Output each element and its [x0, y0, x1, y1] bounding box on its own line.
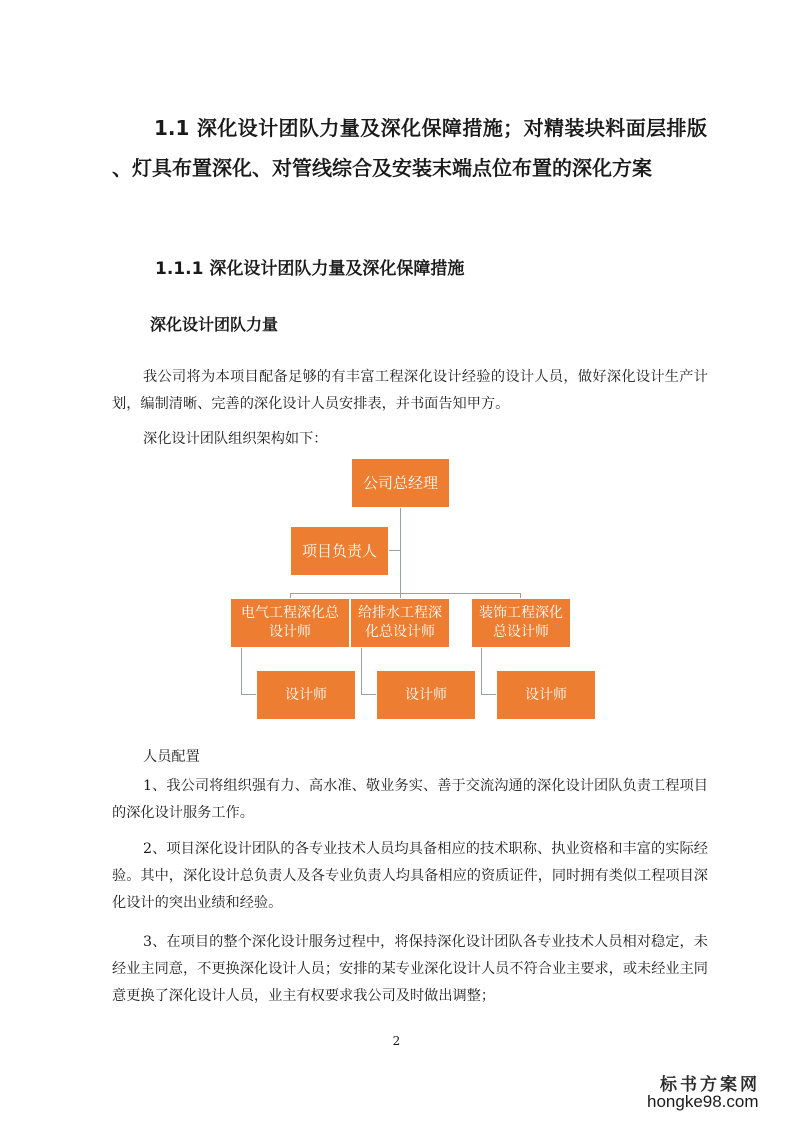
staff-item-3: 3、在项目的整个深化设计服务过程中，将保持深化设计团队各专业技术人员相对稳定，未经业主同意，不更换深化设计人员；安排的某专业深化设计人员不符合业主要求，或未经业主同意更换了深化设计人员，业主有权要求我公司及时做出调整； — [112, 934, 708, 1004]
watermark-url: hongke98.com — [647, 1092, 759, 1111]
org-box-decoration-lead: 装饰工程深化总设计师 — [471, 598, 571, 648]
page-number: 2 — [392, 1034, 401, 1048]
org-box-project-lead: 项目负责人 — [290, 526, 389, 576]
staff-item-1: 1、我公司将组织强有力、高水准、敬业务实、善于交流沟通的深化设计团队负责工程项目的深化设计服务工作。 — [112, 778, 708, 821]
org-box-electrical-lead: 电气工程深化总设计师 — [230, 598, 350, 648]
connector-member-3-h — [481, 694, 497, 695]
org-box-general-manager: 公司总经理 — [351, 458, 450, 508]
connector-member-3-v — [481, 648, 482, 695]
connector-member-1-v — [241, 648, 242, 695]
connector-member-2-v — [361, 648, 362, 695]
connector-member-1-h — [241, 694, 257, 695]
connector-member-2-h — [361, 694, 377, 695]
org-box-plumbing-lead: 给排水工程深化总设计师 — [350, 598, 450, 648]
org-box-designer-plumbing: 设计师 — [376, 670, 476, 720]
org-box-designer-electrical: 设计师 — [256, 670, 356, 720]
connector-branch — [290, 593, 521, 594]
connector-drop-1 — [290, 593, 291, 599]
org-chart-intro: 深化设计团队组织架构如下： — [143, 431, 328, 447]
connector-assistant — [389, 550, 400, 551]
org-box-designer-decoration: 设计师 — [496, 670, 596, 720]
staff-item-2: 2、项目深化设计团队的各专业技术人员均具备相应的技术职称、执业资格和丰富的实际经验。其中，深化设计总负责人及各专业负责人均具备相应的资质证件，同时拥有类似工程项目深化设计的突出业绩和经验。 — [112, 841, 708, 911]
section-heading: 1.1 深化设计团队力量及深化保障措施；对精装块料面层排版 、灯具布置深化、对管线综合及安装末端点位布置的深化方案 — [112, 116, 707, 180]
watermark-site-name: 标书方案网 — [660, 1075, 760, 1095]
subsection-heading: 1.1.1 深化设计团队力量及深化保障措施 — [155, 259, 465, 279]
connector-trunk — [400, 508, 401, 594]
staff-config-title: 人员配置 — [143, 749, 200, 765]
connector-drop-2 — [400, 593, 401, 599]
topic-heading: 深化设计团队力量 — [150, 315, 279, 334]
connector-drop-3 — [520, 593, 521, 599]
intro-paragraph: 我公司将为本项目配备足够的有丰富工程深化设计经验的设计人员，做好深化设计生产计划，编制清晰、完善的深化设计人员安排表，并书面告知甲方。 — [112, 369, 708, 412]
